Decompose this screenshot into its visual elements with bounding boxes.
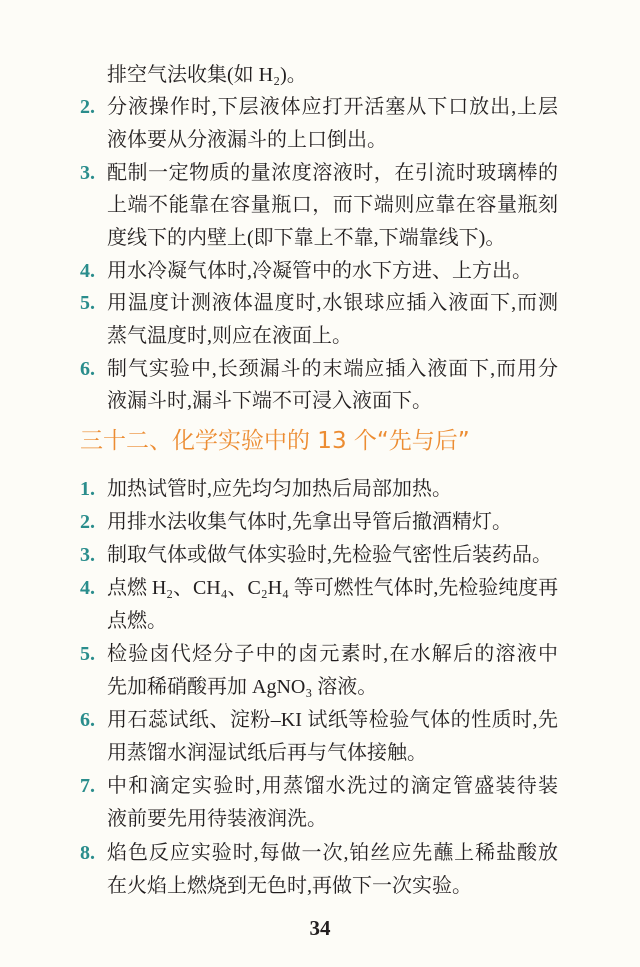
- item-text: [107, 770, 558, 836]
- item-line: 用水冷凝气体时,冷凝管中的水下方进、上方出。: [107, 259, 532, 282]
- item-line: 液前要先用待装液润洗。: [107, 808, 327, 831]
- item-text: [107, 91, 558, 156]
- list-item: [80, 157, 558, 255]
- item-text: [107, 837, 558, 903]
- item-number: 1.: [80, 477, 95, 500]
- item-line: 蒸气温度时,则应在液面上。: [107, 325, 352, 347]
- item-line: 用排水法收集气体时,先拿出导管后撤酒精灯。: [107, 510, 512, 533]
- item-text: [107, 255, 558, 288]
- item-number: 2.: [80, 96, 95, 119]
- item-text: [107, 539, 558, 572]
- section-list: [80, 473, 558, 903]
- item-line: 点燃。: [107, 609, 167, 632]
- list-item: [80, 473, 558, 506]
- item-line: 分液操作时,下层液体应打开活塞从下口放出,上层: [107, 96, 558, 119]
- item-text: [107, 704, 558, 770]
- item-line: 制气实验中,长颈漏斗的末端应插入液面下,而用分: [107, 357, 558, 380]
- list-item: [80, 287, 558, 352]
- item-line: 检验卤代烃分子中的卤元素时,在水解后的溶液中: [107, 642, 558, 665]
- item-text: [107, 287, 558, 352]
- item-number: 2.: [80, 510, 95, 533]
- item-line: 用蒸馏水润湿试纸后再与气体接触。: [107, 742, 427, 765]
- item-number: 5.: [80, 292, 95, 315]
- item-number: 7.: [80, 775, 95, 798]
- item-text: [107, 572, 558, 638]
- item-line: 液体要从分液漏斗的上口倒出。: [107, 128, 387, 151]
- section-heading: 三十二、化学实验中的 13 个“先与后”: [80, 428, 470, 454]
- list-item: [80, 539, 558, 572]
- item-number: 4.: [80, 259, 95, 282]
- list-item: [80, 638, 558, 704]
- item-line: 在火焰上燃烧到无色时,再做下一次实验。: [107, 874, 472, 897]
- item-text: [107, 353, 558, 418]
- item-number: 5.: [80, 642, 95, 665]
- item-line: 先加稀硝酸再加 AgNO₃ 溶液。: [107, 676, 378, 699]
- item-line: 中和滴定实验时,用蒸馏水洗过的滴定管盛装待装: [107, 775, 558, 798]
- item-text: [107, 473, 558, 506]
- list-item: [80, 837, 558, 903]
- item-line: 点燃 H₂、CH₄、C₂H₄ 等可燃性气体时,先检验纯度再: [107, 576, 558, 599]
- list-item: [80, 572, 558, 638]
- item-line: 制取气体或做气体实验时,先检验气密性后装药品。: [107, 543, 552, 566]
- list-item: [80, 353, 558, 418]
- list-item: [80, 770, 558, 836]
- item-line: 加热试管时,应先均匀加热后局部加热。: [107, 477, 452, 500]
- item-line: 用石蕊试纸、淀粉–KI 试纸等检验气体的性质时,先: [107, 709, 558, 732]
- continued-line: 排空气法收集(如 H₂)。: [107, 63, 307, 86]
- item-number: 8.: [80, 841, 95, 864]
- list-item: [80, 255, 558, 288]
- item-number: 3.: [80, 161, 95, 184]
- item-line: 配制一定物质的量浓度溶液时，在引流时玻璃棒的: [107, 161, 558, 184]
- list-item: [80, 91, 558, 156]
- item-line: 液漏斗时,漏斗下端不可浸入液面下。: [107, 390, 432, 413]
- item-text: [107, 506, 558, 539]
- item-line: 上端不能靠在容量瓶口，而下端则应靠在容量瓶刻: [107, 194, 558, 217]
- item-number: 4.: [80, 576, 95, 599]
- list-item: [80, 506, 558, 539]
- list-item: [80, 704, 558, 770]
- continued-list: [80, 59, 558, 419]
- item-text: [107, 638, 558, 704]
- item-number: 6.: [80, 357, 95, 380]
- item-line: 度线下的内壁上(即下靠上不靠,下端靠线下)。: [107, 226, 506, 249]
- item-number: 3.: [80, 543, 95, 566]
- page-number: 34: [309, 916, 331, 940]
- item-line: 用温度计测液体温度时,水银球应插入液面下,而测: [107, 292, 558, 315]
- item-text: [107, 157, 558, 255]
- item-line: 焰色反应实验时,每做一次,铂丝应先蘸上稀盐酸放: [107, 841, 558, 864]
- item-number: 6.: [80, 709, 95, 732]
